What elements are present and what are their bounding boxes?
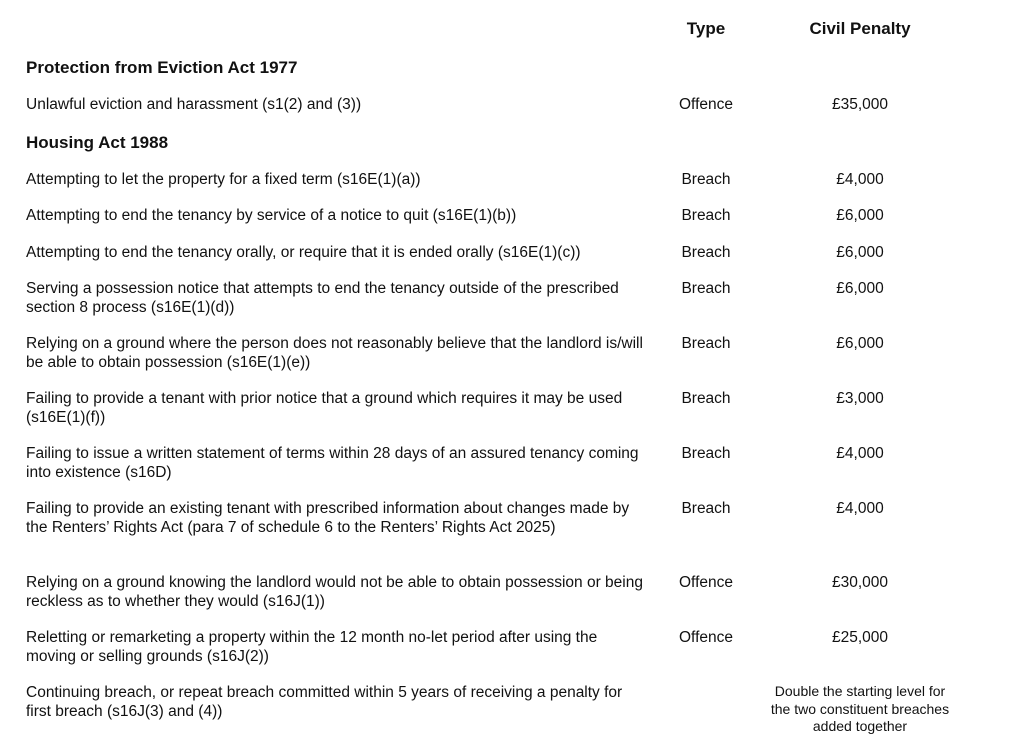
row-type: Breach — [681, 244, 731, 261]
row-type: Breach — [681, 390, 731, 407]
row-penalty: £3,000 — [836, 390, 884, 407]
row-type: Breach — [681, 171, 731, 188]
row-penalty: £4,000 — [836, 445, 884, 462]
row-description: Attempting to let the property for a fixed term (s16E(1)(a)) — [26, 171, 421, 188]
row-type: Breach — [681, 500, 731, 517]
row-description: Failing to provide an existing tenant with prescribed information about changes made by the Renters’ Rights Act (para 7 of schedule 6 to the Renters’ Rights Act 2025) — [26, 500, 630, 536]
row-type: Breach — [681, 335, 731, 352]
row-penalty: £4,000 — [836, 500, 884, 517]
column-header-civil-penalty: Civil Penalty — [809, 19, 911, 38]
row-description: Failing to issue a written statement of terms within 28 days of an assured tenancy coming into existence (s16D) — [26, 445, 639, 481]
row-penalty: £6,000 — [836, 280, 884, 297]
row-description: Relying on a ground knowing the landlord would not be able to obtain possession or being reckless as to whether they would (s16J(1)) — [26, 574, 643, 610]
row-type: Breach — [681, 445, 731, 462]
row-description: Serving a possession notice that attempts to end the tenancy outside of the prescribed section 8 process (s16E(1)(d)) — [26, 280, 619, 316]
row-penalty: £6,000 — [836, 335, 884, 352]
column-header-type: Type — [686, 19, 726, 38]
section-heading-protection-from-eviction-act: Protection from Eviction Act 1977 — [26, 58, 298, 77]
row-type: Breach — [681, 207, 731, 224]
row-type: Offence — [678, 96, 733, 113]
row-description: Continuing breach, or repeat breach committed within 5 years of receiving a penalty for first breach (s16J(3) and (4)) — [26, 684, 623, 720]
section-heading-housing-act-1988: Housing Act 1988 — [26, 133, 169, 152]
row-description: Reletting or remarketing a property within the 12 month no-let period after using the moving or selling grounds (s16J(2)) — [26, 629, 598, 665]
row-penalty: £35,000 — [831, 96, 889, 113]
row-type: Offence — [678, 574, 733, 591]
row-description: Attempting to end the tenancy by service of a notice to quit (s16E(1)(b)) — [26, 207, 517, 224]
row-description: Failing to provide a tenant with prior notice that a ground which requires it may be used (s16E(1)(f)) — [26, 390, 623, 426]
row-description: Attempting to end the tenancy orally, or require that it is ended orally (s16E(1)(c)) — [26, 244, 581, 261]
row-description: Relying on a ground where the person does not reasonably believe that the landlord is/will be able to obtain possession (s16E(1)(e)) — [26, 335, 643, 371]
row-type: Breach — [681, 280, 731, 297]
row-penalty: £6,000 — [836, 207, 884, 224]
row-penalty: £30,000 — [831, 574, 889, 591]
row-penalty-note: Double the starting level for the two constituent breaches added together — [770, 683, 950, 734]
row-penalty: £4,000 — [836, 171, 884, 188]
row-type: Offence — [678, 629, 733, 646]
row-description: Unlawful eviction and harassment (s1(2) and (3)) — [26, 96, 362, 113]
row-penalty: £25,000 — [831, 629, 889, 646]
row-penalty: £6,000 — [836, 244, 884, 261]
